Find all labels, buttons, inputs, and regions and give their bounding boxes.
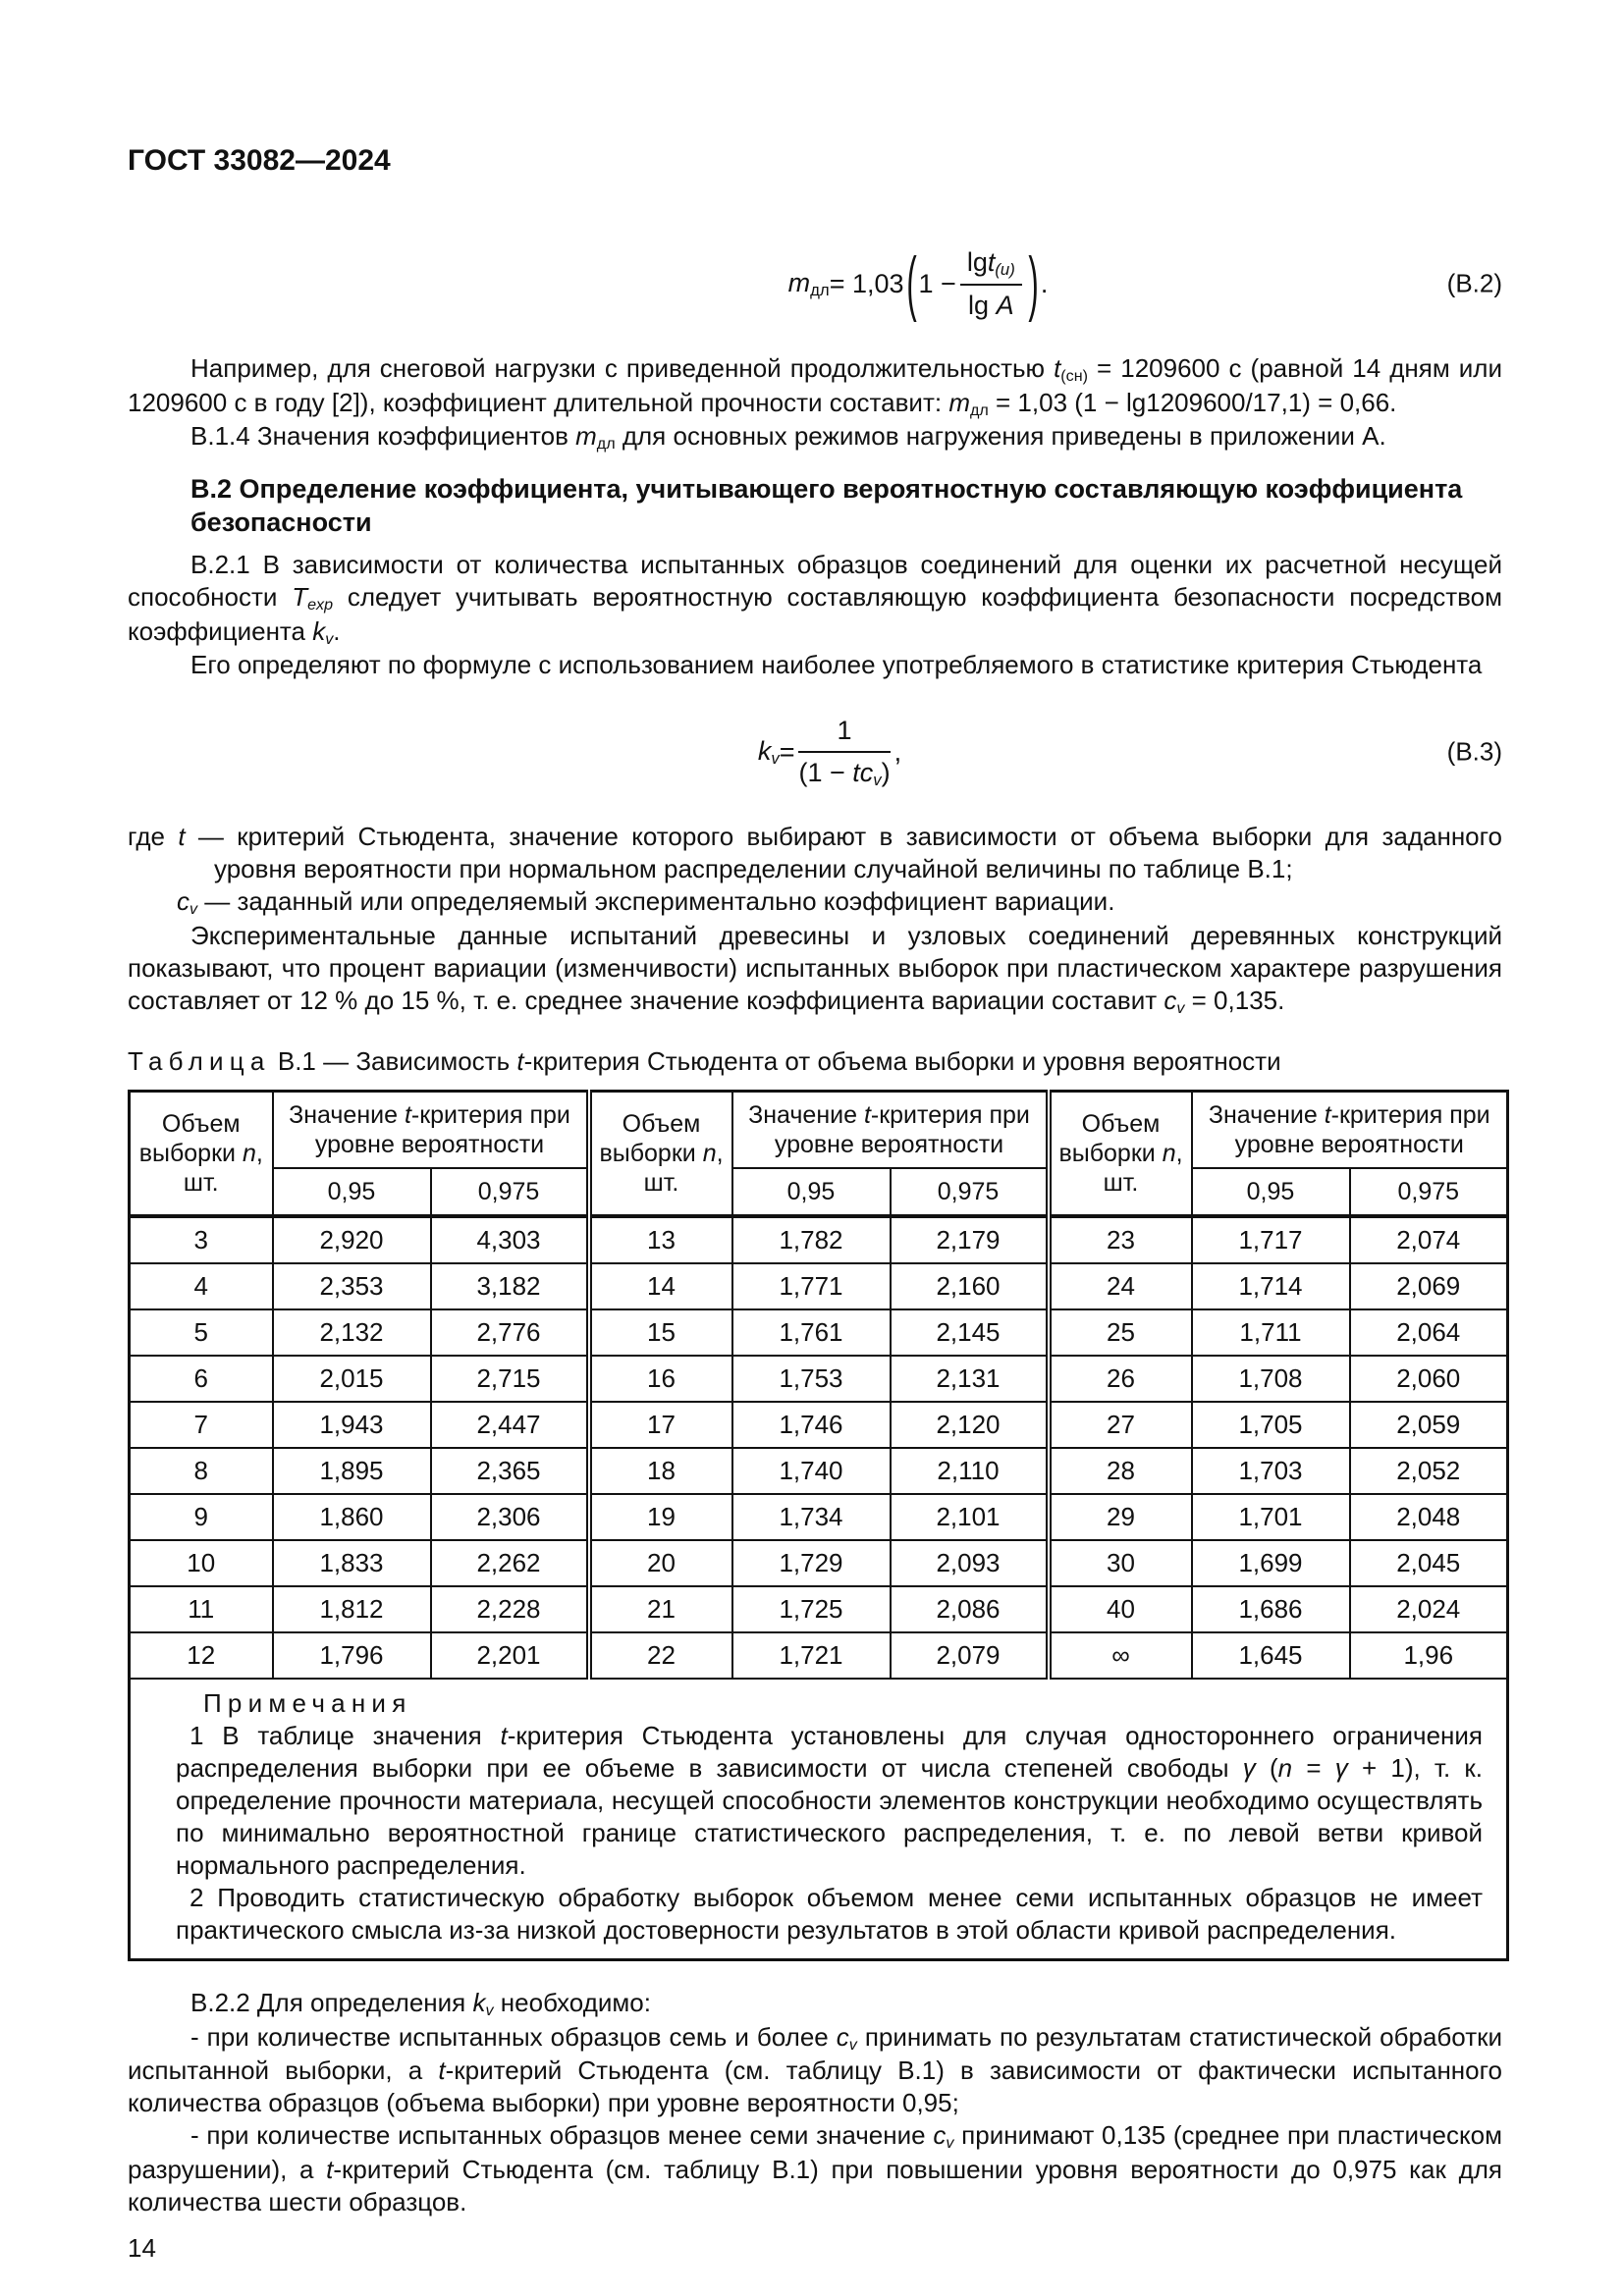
table-cell: 2,306 bbox=[431, 1494, 589, 1540]
table-cell: 2,353 bbox=[273, 1263, 431, 1309]
table-cell: 1,717 bbox=[1192, 1216, 1350, 1263]
table-cell: 24 bbox=[1049, 1263, 1192, 1309]
text-segment: γ bbox=[1334, 1753, 1348, 1784]
text-segment: (u) bbox=[995, 260, 1015, 280]
table-cell: 2,086 bbox=[891, 1586, 1049, 1632]
paragraph-b21 bbox=[128, 549, 1502, 649]
text-segment: v bbox=[771, 749, 780, 769]
text-segment: Объем выборки bbox=[599, 1110, 703, 1168]
text-segment: T bbox=[292, 582, 308, 613]
text-segment: Например, для снеговой нагрузки с приведенной продолжительностью bbox=[190, 353, 1055, 384]
text-segment: - при количестве испытанных образцов менее семи значение bbox=[190, 2120, 934, 2151]
text-segment: exp bbox=[307, 596, 334, 614]
table-cell: 1,860 bbox=[273, 1494, 431, 1540]
paragraph-b22-item1 bbox=[128, 2021, 1502, 2120]
table-cell: 1,645 bbox=[1192, 1632, 1350, 1679]
header-cell-n bbox=[130, 1092, 273, 1217]
text-segment: Таблица bbox=[128, 1046, 271, 1077]
table-cell: 2,079 bbox=[891, 1632, 1049, 1679]
text-segment: -критерия при уровне вероятности bbox=[1234, 1101, 1490, 1159]
table-cell: 1,96 bbox=[1350, 1632, 1508, 1679]
text-segment: k bbox=[312, 615, 326, 646]
table-cell: 2,131 bbox=[891, 1356, 1049, 1402]
table-cell: 2,093 bbox=[891, 1540, 1049, 1586]
table-cell: 2,069 bbox=[1350, 1263, 1508, 1309]
table-subheader-row bbox=[130, 1168, 1508, 1216]
text-segment: c bbox=[1164, 985, 1177, 1015]
text-segment: -критерий Стьюдента (см. таблицу В.1) в зависимости от фактически испытанного количества образцов (объема выборки) при уровне вероятности 0,95; bbox=[128, 2056, 1502, 2118]
header-cell-p95: 0,95 bbox=[732, 1168, 891, 1216]
text-segment: В.2.2 Для определения bbox=[190, 1988, 473, 2018]
text-segment: t bbox=[178, 822, 186, 852]
header-cell-p95: 0,95 bbox=[1192, 1168, 1350, 1216]
formula-b3-row bbox=[128, 707, 1502, 797]
text-segment: lg bbox=[966, 247, 988, 278]
table-cell: 1,686 bbox=[1192, 1586, 1350, 1632]
table-cell: 30 bbox=[1049, 1540, 1192, 1586]
header-cell-p975: 0,975 bbox=[1350, 1168, 1508, 1216]
table-cell: 2,052 bbox=[1350, 1448, 1508, 1494]
where-item-cv bbox=[128, 885, 1502, 919]
table-cell: 22 bbox=[589, 1632, 732, 1679]
table-cell: 2,776 bbox=[431, 1309, 589, 1356]
header-cell-n bbox=[1049, 1092, 1192, 1217]
table-cell: 15 bbox=[589, 1309, 732, 1356]
text-segment: t bbox=[326, 2154, 334, 2184]
formula-comma: , bbox=[893, 736, 902, 767]
doc-header: ГОСТ 33082—2024 bbox=[128, 144, 391, 177]
table-cell: 1,711 bbox=[1192, 1309, 1350, 1356]
table-row bbox=[130, 1216, 1508, 1263]
text-segment: n bbox=[242, 1140, 256, 1168]
formula-period: . bbox=[1040, 268, 1049, 298]
header-cell-n bbox=[589, 1092, 732, 1217]
paragraph-b22-intro bbox=[128, 1987, 1502, 2020]
text-segment: — заданный или определяемый экспериментально коэффициент вариации. bbox=[197, 886, 1115, 917]
paragraph-b14 bbox=[128, 420, 1502, 454]
table-cell: 17 bbox=[589, 1402, 732, 1448]
table-cell: 6 bbox=[130, 1356, 273, 1402]
table-cell: 4,303 bbox=[431, 1216, 589, 1263]
table-cell: 1,725 bbox=[732, 1586, 891, 1632]
table-cell: 2,160 bbox=[891, 1263, 1049, 1309]
table-cell: 1,753 bbox=[732, 1356, 891, 1402]
text-segment: (сн) bbox=[1060, 367, 1088, 386]
text-segment: 1 bbox=[837, 716, 852, 746]
text-segment: ) bbox=[881, 757, 891, 787]
table-cell: 2,048 bbox=[1350, 1494, 1508, 1540]
notes-title: Примечания bbox=[203, 1688, 412, 1719]
table-cell: 1,771 bbox=[732, 1263, 891, 1309]
table-cell: 11 bbox=[130, 1586, 273, 1632]
formula-equals: = 1,03 bbox=[829, 268, 904, 298]
table-cell: 2,024 bbox=[1350, 1586, 1508, 1632]
table-cell: 1,761 bbox=[732, 1309, 891, 1356]
table-cell: 1,708 bbox=[1192, 1356, 1350, 1402]
text-segment: = bbox=[1292, 1753, 1335, 1784]
text-segment: = 1209600 с (равной 14 дням или 1209600 с в году [2]), коэффициент длительной прочности составит: bbox=[128, 353, 1502, 417]
formula-b2-label: (В.2) bbox=[1446, 268, 1502, 298]
text-segment: k bbox=[472, 1988, 486, 2018]
table-cell: 2,179 bbox=[891, 1216, 1049, 1263]
table-cell: 2,101 bbox=[891, 1494, 1049, 1540]
text-segment: — критерий Стьюдента, значение которого выбирают в зависимости от объема выборки для заданного уровня вероятности при нормальном распределении случайной величины по таблице В.1; bbox=[185, 822, 1503, 884]
text-segment: ( bbox=[1255, 1753, 1278, 1784]
text-segment: n bbox=[702, 1140, 717, 1168]
text-segment: n bbox=[1162, 1140, 1176, 1168]
note-2: 2 Проводить статистическую обработку выборок объемом менее семи испытанных образцов не имеет практического смысла из-за низкой достоверности результатов в этой области кривой распределения. bbox=[176, 1883, 1483, 1946]
table-cell: 2,228 bbox=[431, 1586, 589, 1632]
text-segment: (1 − bbox=[798, 757, 853, 787]
table-cell: 2,110 bbox=[891, 1448, 1049, 1494]
table-cell: 12 bbox=[130, 1632, 273, 1679]
table-cell: 4 bbox=[130, 1263, 273, 1309]
text-segment: принимают 0,135 (среднее при пластическом разрушении), а bbox=[128, 2120, 1502, 2184]
text-segment: + 1), т. к. определение прочности материала, несущей способности элементов конструкции необходимо осуществлять по минимально вероятностной границе статистического распределения, т. е. по левой ветви кривой нормального распределения. bbox=[176, 1753, 1483, 1881]
text-segment: c bbox=[177, 886, 189, 917]
text-segment: m bbox=[787, 268, 811, 298]
table-cell: 29 bbox=[1049, 1494, 1192, 1540]
text-segment: -критерия при уровне вероятности bbox=[774, 1101, 1030, 1159]
notes-cell bbox=[130, 1679, 1508, 1960]
table-cell: 10 bbox=[130, 1540, 273, 1586]
text-segment: t bbox=[516, 1046, 524, 1077]
text-segment: t bbox=[1324, 1101, 1331, 1130]
text-segment: , шт. bbox=[183, 1140, 263, 1198]
table-cell: 1,833 bbox=[273, 1540, 431, 1586]
text-segment: где bbox=[128, 822, 179, 852]
text-segment: A bbox=[996, 290, 1014, 320]
formula-equals: = bbox=[779, 736, 795, 767]
text-segment: для основных режимов нагружения приведены в приложении А. bbox=[615, 421, 1386, 452]
text-segment: v bbox=[1176, 998, 1185, 1017]
text-segment: c bbox=[836, 2021, 849, 2052]
table-cell: 2,262 bbox=[431, 1540, 589, 1586]
text-segment: c bbox=[933, 2120, 947, 2151]
table-cell: 5 bbox=[130, 1309, 273, 1356]
table-row bbox=[130, 1540, 1508, 1586]
notes-row bbox=[130, 1679, 1508, 1960]
table-cell: 3,182 bbox=[431, 1263, 589, 1309]
table-cell: 2,447 bbox=[431, 1402, 589, 1448]
table-cell: 2,059 bbox=[1350, 1402, 1508, 1448]
table-cell: 18 bbox=[589, 1448, 732, 1494]
table-cell: 1,699 bbox=[1192, 1540, 1350, 1586]
table-row bbox=[130, 1632, 1508, 1679]
table-cell: 13 bbox=[589, 1216, 732, 1263]
table-cell: 2,045 bbox=[1350, 1540, 1508, 1586]
fraction-denominator bbox=[798, 753, 890, 790]
text-segment: v bbox=[325, 629, 334, 648]
header-cell-value bbox=[273, 1092, 589, 1169]
text-segment: γ bbox=[1242, 1753, 1256, 1784]
text-segment: v bbox=[848, 2035, 857, 2054]
table-cell: 2,060 bbox=[1350, 1356, 1508, 1402]
paragraph-b21b: Его определяют по формуле с использованием наиболее употребляемого в статистике критерия Стьюдента bbox=[190, 650, 1483, 680]
text-segment: принимать по результатам статистической обработки испытанной выборки, а bbox=[128, 2021, 1503, 2086]
text-segment: n bbox=[1277, 1753, 1293, 1784]
table-cell: 2,015 bbox=[273, 1356, 431, 1402]
text-segment: tc bbox=[852, 757, 874, 787]
text-segment: В.1.4 Значения коэффициентов bbox=[190, 421, 576, 452]
paragraph-example bbox=[128, 352, 1502, 420]
table-cell: 2,920 bbox=[273, 1216, 431, 1263]
text-segment: t bbox=[500, 1721, 508, 1751]
text-segment: . bbox=[333, 615, 341, 646]
note-1 bbox=[176, 1720, 1483, 1882]
text-segment: - при количестве испытанных образцов семь и более bbox=[190, 2021, 837, 2052]
header-cell-p975: 0,975 bbox=[431, 1168, 589, 1216]
fraction-denominator bbox=[960, 286, 1022, 322]
table-row bbox=[130, 1586, 1508, 1632]
table-cell: 1,746 bbox=[732, 1402, 891, 1448]
table-cell: 2,074 bbox=[1350, 1216, 1508, 1263]
left-paren: ( bbox=[905, 243, 917, 324]
table-cell: 25 bbox=[1049, 1309, 1192, 1356]
table-cell: 1,782 bbox=[732, 1216, 891, 1263]
text-segment: t bbox=[1054, 353, 1061, 384]
table-cell: 1,701 bbox=[1192, 1494, 1350, 1540]
paragraph-experimental bbox=[128, 920, 1502, 1019]
table-cell: 2,365 bbox=[431, 1448, 589, 1494]
text-segment: -критерия Стьюдента установлены для случая одностороннего ограничения распределения выборки при ее объеме в зависимости от числа степеней свободы bbox=[176, 1721, 1484, 1784]
table-header bbox=[130, 1092, 1508, 1217]
table-row bbox=[130, 1356, 1508, 1402]
text-segment: v bbox=[485, 2002, 494, 2020]
text-segment: m bbox=[575, 421, 597, 452]
table-cell: 1,714 bbox=[1192, 1263, 1350, 1309]
text-segment: t bbox=[438, 2056, 446, 2086]
table-cell: 1,796 bbox=[273, 1632, 431, 1679]
table-body bbox=[130, 1216, 1508, 1679]
text-segment: Экспериментальные данные испытаний древесины и узловых соединений деревянных конструкций показывают, что процент вариации (изменчивости) испытанных выборок при пластическом характере разрушения составляет от 12 % до 15 %, т. е. среднее значение коэффициента вариации составит bbox=[128, 920, 1502, 1015]
header-cell-p975: 0,975 bbox=[891, 1168, 1049, 1216]
text-segment: t bbox=[404, 1101, 411, 1130]
paragraph-b22-item2 bbox=[128, 2119, 1502, 2218]
table-cell: 20 bbox=[589, 1540, 732, 1586]
table-cell: 2,132 bbox=[273, 1309, 431, 1356]
text-segment: 1 В таблице значения bbox=[189, 1721, 501, 1751]
header-cell-value bbox=[1192, 1092, 1508, 1169]
formula-lhs bbox=[758, 734, 780, 769]
text-segment: Значение bbox=[748, 1101, 864, 1130]
table-cell: 27 bbox=[1049, 1402, 1192, 1448]
fraction-numerator bbox=[960, 245, 1022, 285]
text-segment: дл bbox=[969, 400, 989, 419]
header-cell-value bbox=[732, 1092, 1049, 1169]
text-segment: Объем выборки bbox=[138, 1110, 243, 1168]
section-b22 bbox=[128, 1987, 1502, 2218]
formula-b2 bbox=[788, 245, 1049, 322]
table-notes bbox=[130, 1679, 1508, 1960]
text-segment: k bbox=[757, 736, 772, 767]
table-cell: 1,895 bbox=[273, 1448, 431, 1494]
table-cell: 1,729 bbox=[732, 1540, 891, 1586]
table-cell: 2,201 bbox=[431, 1632, 589, 1679]
student-t-table bbox=[128, 1090, 1509, 1961]
table-row bbox=[130, 1494, 1508, 1540]
table-cell: ∞ bbox=[1049, 1632, 1192, 1679]
text-segment: v bbox=[873, 770, 882, 789]
text-segment: следует учитывать вероятностную составляющую коэффициента безопасности посредством коэффициента bbox=[128, 582, 1503, 646]
table-header-row bbox=[130, 1092, 1508, 1169]
table-cell: 1,734 bbox=[732, 1494, 891, 1540]
table-cell: 2,145 bbox=[891, 1309, 1049, 1356]
header-cell-p95: 0,95 bbox=[273, 1168, 431, 1216]
table-row bbox=[130, 1448, 1508, 1494]
text-segment: m bbox=[948, 387, 970, 417]
table-row bbox=[130, 1263, 1508, 1309]
text-segment: t bbox=[863, 1101, 871, 1130]
table-cell: 23 bbox=[1049, 1216, 1192, 1263]
formula-lhs bbox=[788, 266, 830, 300]
text-segment: , шт. bbox=[1103, 1140, 1183, 1198]
text-segment: = 1,03 (1 − lg1209600/17,1) = 0,66. bbox=[988, 387, 1397, 417]
text-segment: , шт. bbox=[643, 1140, 724, 1198]
table-cell: 1,721 bbox=[732, 1632, 891, 1679]
section-heading-b2: В.2 Определение коэффициента, учитывающего вероятностную составляющую коэффициента безопасности bbox=[190, 473, 1463, 537]
table-row bbox=[130, 1309, 1508, 1356]
text-segment: Значение bbox=[1208, 1101, 1325, 1130]
table-cell: 16 bbox=[589, 1356, 732, 1402]
table-cell: 9 bbox=[130, 1494, 273, 1540]
text-segment: необходимо: bbox=[493, 1988, 651, 2018]
text-segment: Значение bbox=[289, 1101, 405, 1130]
formula-inner: 1 − bbox=[918, 268, 956, 298]
fraction-numerator bbox=[798, 714, 890, 752]
text-segment: t bbox=[987, 247, 996, 278]
table-cell: 1,705 bbox=[1192, 1402, 1350, 1448]
text-segment: В.2.1 В зависимости от количества испытанных образцов соединений для оценки их расчетной несущей способности bbox=[128, 550, 1502, 613]
table-cell: 19 bbox=[589, 1494, 732, 1540]
fraction bbox=[798, 714, 890, 790]
table-cell: 3 bbox=[130, 1216, 273, 1263]
text-segment: дл bbox=[810, 281, 830, 300]
table-row bbox=[130, 1402, 1508, 1448]
fraction bbox=[960, 245, 1022, 322]
text-segment: -критерия Стьюдента от объема выборки и уровня вероятности bbox=[523, 1046, 1281, 1077]
table-caption bbox=[128, 1045, 1502, 1078]
table-cell: 2,120 bbox=[891, 1402, 1049, 1448]
text-segment: В.1 — Зависимость bbox=[270, 1046, 517, 1077]
page-number: 14 bbox=[128, 2232, 156, 2263]
text-segment: v bbox=[189, 900, 198, 919]
text-segment: v bbox=[946, 2134, 954, 2153]
formula-b3-label: (В.3) bbox=[1446, 736, 1502, 767]
table-cell: 7 bbox=[130, 1402, 273, 1448]
table-cell: 14 bbox=[589, 1263, 732, 1309]
table-cell: 8 bbox=[130, 1448, 273, 1494]
formula-b2-row bbox=[128, 239, 1502, 329]
table-cell: 1,812 bbox=[273, 1586, 431, 1632]
right-paren: ) bbox=[1028, 243, 1039, 324]
where-item-t bbox=[128, 821, 1502, 885]
table-cell: 1,943 bbox=[273, 1402, 431, 1448]
table-cell: 21 bbox=[589, 1586, 732, 1632]
text-segment: lg bbox=[968, 290, 997, 320]
text-segment: -критерий Стьюдента (см. таблицу В.1) при повышении уровня вероятности до 0,975 как для количества шести образцов. bbox=[128, 2154, 1502, 2216]
table-cell: 1,703 bbox=[1192, 1448, 1350, 1494]
formula-b3 bbox=[758, 714, 901, 790]
table-cell: 1,740 bbox=[732, 1448, 891, 1494]
table-cell: 28 bbox=[1049, 1448, 1192, 1494]
text-segment: Объем выборки bbox=[1058, 1110, 1163, 1168]
table-cell: 2,715 bbox=[431, 1356, 589, 1402]
text-segment: дл bbox=[596, 435, 616, 454]
table-cell: 26 bbox=[1049, 1356, 1192, 1402]
text-segment: -критерия при уровне вероятности bbox=[314, 1101, 570, 1159]
table-cell: 2,064 bbox=[1350, 1309, 1508, 1356]
text-segment: = 0,135. bbox=[1184, 985, 1285, 1015]
table-cell: 40 bbox=[1049, 1586, 1192, 1632]
